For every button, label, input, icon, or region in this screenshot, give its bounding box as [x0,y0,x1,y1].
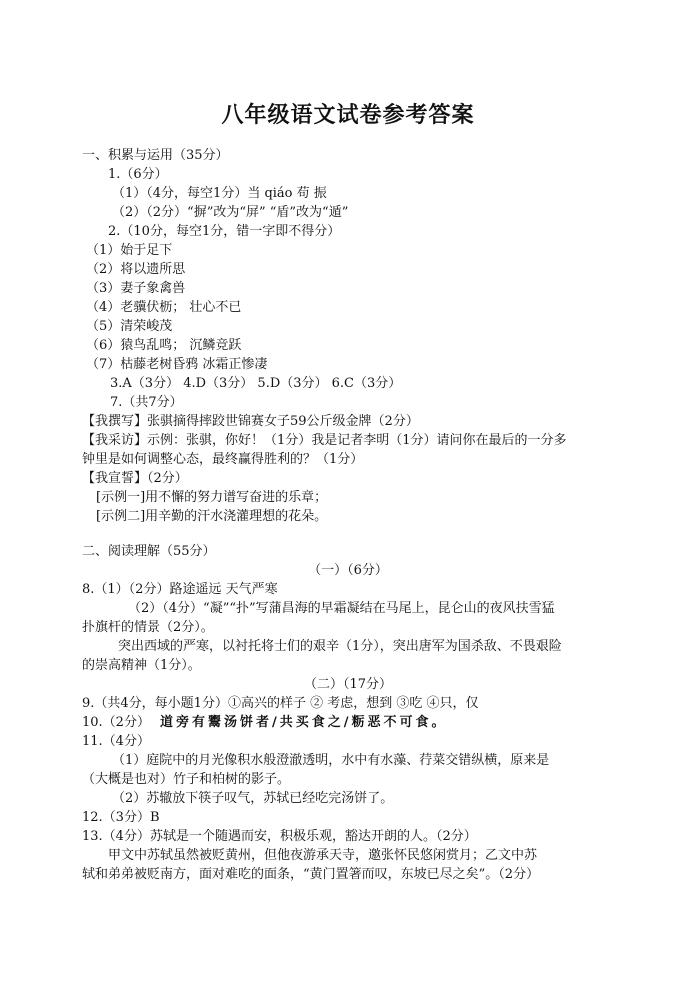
document-title: 八年级语文试卷参考答案 [221,102,475,128]
answer-line: （1）庭院中的月光像积水般澄澈透明，水中有水藻、荇菜交错纵横，原来是 [112,753,550,768]
answer-line: （2）（2分）“摒”改为“屏” “盾”改为“遁” [112,205,349,220]
answer-line: 【我撰写】张骐摘得摔跤世锦赛女子59公斤级金牌（2分） [82,414,419,429]
answer-line: 钟里是如何调整心态，最终赢得胜利的？（1分） [82,452,364,467]
section-heading-1: 一、积累与运用（35分） [82,148,229,163]
subsection-heading: （一）（6分） [308,563,388,578]
answer-line: （2）苏辙放下筷子叹气，苏轼已经吃完汤饼了。 [112,791,394,806]
answer-line: 突出西域的严寒，以衬托将士们的艰辛（1分），突出唐军为国杀敌、不畏艰险 [118,639,562,654]
answer-line: （2）将以遗所思 [86,262,186,277]
answer-line: 10.（2分） [82,715,150,730]
answer-line: （1）（4分，每空1分）当 qiáo 苟 振 [112,186,327,201]
answer-line: （4）老骥伏枥； 壮心不已 [86,300,242,315]
answer-line: （3）妻子象禽兽 [86,281,186,296]
answer-line: 2.（10分，每空1分，错一字即不得分） [108,224,341,239]
section-heading-2: 二、阅读理解（55分） [82,544,216,559]
answer-line: 【我宣誓】（2分） [82,471,188,486]
answer-line: （2）（4分）“凝”“扑”写蒲昌海的早霜凝结在马尾上，昆仑山的夜风扶雪猛 [128,601,555,616]
answer-line: 7.（共7分） [110,395,183,410]
answer-line: 【我采访】示例：张骐，你好！（1分）我是记者李明（1分）请问你在最后的一分多 [82,433,567,448]
answer-line: 8.（1）（2分）路途遥远 天气严寒 [82,582,278,597]
subsection-heading: （二）（17分） [303,677,393,692]
answer-line: 12.（3分）B [82,810,160,825]
answer-line: 扑旗杆的情景（2分）。 [82,620,214,635]
answer-line: [示例二]用辛勤的汗水浇灌理想的花朵。 [96,509,328,524]
answer-line: （大概是也对）竹子和柏树的影子。 [82,772,291,787]
answer-line: 轼和弟弟被贬南方，面对难吃的面条，“黄门置箸而叹，东坡已尽之矣”。（2分） [82,867,540,882]
answer-line: 甲文中苏轼虽然被贬黄州，但他夜游承天寺，邀张怀民悠闲赏月；乙文中苏 [108,848,538,863]
answer-line: 1.（6分） [108,167,168,182]
answer-line: 的崇高精神（1分）。 [82,658,201,673]
answer-line: （1）始于足下 [86,243,173,258]
answer-line: 9.（共4分，每小题1分）①高兴的样子 ② 考虑，想到 ③吃 ④只，仅 [82,696,479,711]
answer-line: [示例一]用不懈的努力谱写奋进的乐章； [96,490,328,505]
answer-line: 13.（4分）苏轼是一个随遇而安，积极乐观，豁达开朗的人。（2分） [82,829,477,844]
answer-line: （7）枯藤老树昏鸦 冰霜正惨凄 [86,357,268,372]
answer-line: 3.A（3分） 4.D（3分） 5.D（3分） 6.C（3分） [110,376,402,391]
answer-line: （5）清荣峻茂 [86,319,173,334]
answer-line: （6）猿鸟乱鸣； 沉鳞竞跃 [86,338,242,353]
punctuation-answer: 道旁有鬻汤饼者/共买食之/粝恶不可食。 [160,715,448,730]
answer-line: 11.（4分） [82,734,150,749]
